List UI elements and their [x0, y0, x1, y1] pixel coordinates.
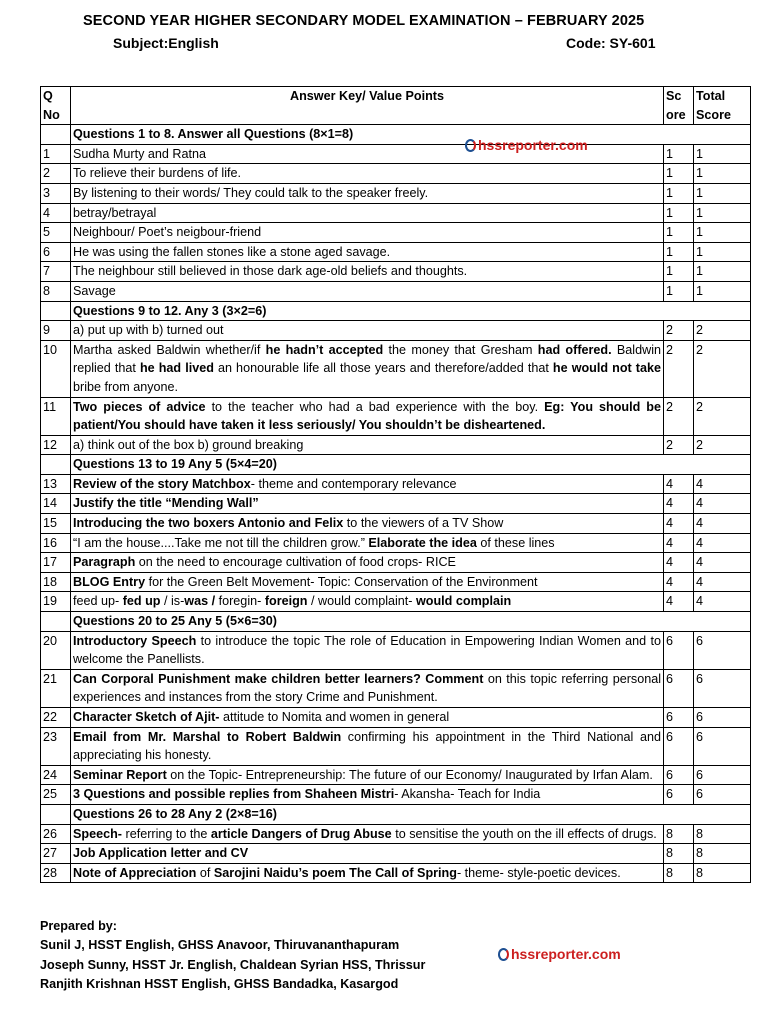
- answer-bold-text: Character Sketch of Ajit-: [73, 710, 220, 724]
- section-qno-cell: [41, 125, 71, 145]
- total-score-cell: 2: [694, 321, 751, 341]
- logo-text: hssreporter.com: [511, 946, 621, 962]
- total-score-cell: 1: [694, 144, 751, 164]
- answer-bold-text: he hadn’t accepted: [265, 342, 384, 357]
- site-logo: [465, 137, 588, 153]
- answer-text: attitude to Nomita and women in general: [219, 710, 450, 724]
- table-row: [41, 242, 751, 262]
- exam-title: SECOND YEAR HIGHER SECONDARY MODEL EXAMINATION – FEBRUARY 2025: [83, 13, 645, 29]
- total-score-cell: 1: [694, 281, 751, 301]
- answer-text: a) think out of the box b) ground breaking: [73, 437, 304, 452]
- answer-bold-text: Can Corporal Punishment make children better learners? Comment: [73, 671, 484, 686]
- score-cell: 6: [664, 669, 694, 707]
- score-cell: 6: [664, 631, 694, 669]
- answer-cell: [71, 203, 664, 223]
- total-score-cell: 4: [694, 572, 751, 592]
- total-score-cell: 1: [694, 183, 751, 203]
- total-score-cell: 2: [694, 397, 751, 435]
- answer-bold-text: Introducing the two boxers Antonio and Felix: [73, 516, 344, 531]
- score-cell: 6: [664, 708, 694, 728]
- question-number: 27: [41, 844, 71, 864]
- question-number: 6: [41, 242, 71, 262]
- answer-text: of these lines: [476, 535, 555, 550]
- total-score-cell: 4: [694, 592, 751, 612]
- score-cell: 4: [664, 474, 694, 494]
- question-number: 23: [41, 727, 71, 765]
- section-header-row: [41, 612, 751, 632]
- score-cell: 4: [664, 533, 694, 553]
- score-cell: 4: [664, 553, 694, 573]
- answer-bold-text: Sarojini Naidu’s poem The Call of Spring: [213, 865, 457, 880]
- answer-text: a) put up with b) turned out: [73, 323, 224, 338]
- section-qno-cell: [41, 804, 71, 824]
- answer-cell: [71, 727, 664, 765]
- section-title: Questions 1 to 8. Answer all Questions (8×1=8): [71, 125, 751, 145]
- question-number: 17: [41, 553, 71, 573]
- answer-text: He was using the fallen stones like a stone aged savage.: [73, 244, 391, 259]
- answer-text: Neighbour/ Poet’s neigbour-friend: [73, 225, 262, 240]
- question-number: 4: [41, 203, 71, 223]
- answer-key-table: [40, 86, 751, 883]
- section-qno-cell: [41, 612, 71, 632]
- answer-bold-text: Eg: You should be patient/You should have taken it less seriously/ You shouldn’t be disheartened.: [73, 399, 661, 433]
- answer-text: - Akansha- Teach for India: [394, 787, 541, 802]
- score-cell: 8: [664, 824, 694, 844]
- score-cell: 1: [664, 203, 694, 223]
- score-cell: 1: [664, 144, 694, 164]
- answer-text: betray/betrayal: [73, 205, 157, 220]
- score-cell: 4: [664, 514, 694, 534]
- site-logo-footer: [498, 946, 621, 962]
- question-number: 21: [41, 669, 71, 707]
- answer-cell: [71, 242, 664, 262]
- answer-text: an honourable life all those years and therefore/added that: [213, 361, 553, 376]
- answer-text: on the need to encourage cultivation of food crops- RICE: [135, 555, 456, 570]
- score-cell: 8: [664, 844, 694, 864]
- answer-cell: [71, 631, 664, 669]
- answer-cell: [71, 592, 664, 612]
- answer-text: By listening to their words/ They could talk to the speaker freely.: [73, 185, 429, 200]
- table-row: [41, 727, 751, 765]
- answer-text: to introduce the topic The role of Education in Empowering Indian Women and to welcome the Panellists.: [73, 633, 661, 667]
- answer-bold-text: would complain: [416, 594, 512, 609]
- question-number: 11: [41, 397, 71, 435]
- answer-text: to the viewers of a TV Show: [343, 516, 504, 531]
- answer-cell: [71, 435, 664, 455]
- section-header-row: [41, 804, 751, 824]
- score-cell: 1: [664, 281, 694, 301]
- answer-text: on this topic referring personal experiences and instances from the story Crime and Punishment.: [73, 671, 662, 705]
- table-row: [41, 321, 751, 341]
- answer-text: the money that Gresham: [383, 342, 538, 357]
- table-row: [41, 708, 751, 728]
- question-number: 10: [41, 340, 71, 397]
- table-row: [41, 474, 751, 494]
- question-number: 26: [41, 824, 71, 844]
- total-score-cell: 8: [694, 844, 751, 864]
- total-score-cell: 1: [694, 242, 751, 262]
- total-score-cell: 6: [694, 669, 751, 707]
- answer-cell: [71, 572, 664, 592]
- answer-cell: [71, 785, 664, 805]
- answer-text: for the Green Belt Movement- Topic: Conservation of the Environment: [145, 574, 538, 589]
- score-cell: 2: [664, 397, 694, 435]
- table-row: [41, 164, 751, 184]
- section-header-row: [41, 301, 751, 321]
- answer-bold-text: Paragraph: [73, 555, 136, 570]
- answer-text: Martha asked Baldwin whether/if: [73, 342, 266, 357]
- answer-text: To relieve their burdens of life.: [73, 166, 242, 181]
- score-cell: 6: [664, 727, 694, 765]
- answer-cell: [71, 494, 664, 514]
- question-number: 25: [41, 785, 71, 805]
- answer-text: - theme- style-poetic devices.: [456, 865, 621, 880]
- answer-text: bribe from anyone.: [73, 379, 179, 394]
- question-number: 18: [41, 572, 71, 592]
- total-score-cell: 6: [694, 785, 751, 805]
- answer-text: confirming his appointment in the Third National and appreciating his honesty.: [73, 729, 661, 763]
- question-number: 15: [41, 514, 71, 534]
- total-score-cell: 6: [694, 708, 751, 728]
- table-row: [41, 183, 751, 203]
- total-score-cell: 6: [694, 727, 751, 765]
- table-row: [41, 824, 751, 844]
- answer-text: / is-: [160, 594, 185, 609]
- total-score-cell: 1: [694, 223, 751, 243]
- answer-cell: [71, 183, 664, 203]
- table-row: [41, 223, 751, 243]
- question-number: 2: [41, 164, 71, 184]
- table-row: [41, 262, 751, 282]
- total-score-cell: 8: [694, 863, 751, 883]
- answer-text: Savage: [73, 283, 116, 298]
- answer-text: Baldwin replied that: [73, 342, 662, 376]
- score-cell: 1: [664, 164, 694, 184]
- table-row: [41, 514, 751, 534]
- answer-cell: [71, 708, 664, 728]
- answer-text: Sudha Murty and Ratna: [73, 146, 207, 161]
- table-row: [41, 572, 751, 592]
- answer-bold-text: BLOG Entry: [73, 574, 146, 589]
- score-cell: 6: [664, 785, 694, 805]
- header-score: Sc ore: [664, 87, 694, 125]
- answer-text: to sensitise the youth on the ill effects of drugs.: [391, 826, 657, 841]
- answer-bold-text: Job Application letter and CV: [73, 846, 249, 861]
- answer-bold-text: had offered.: [537, 342, 612, 357]
- question-number: 8: [41, 281, 71, 301]
- score-cell: 1: [664, 262, 694, 282]
- answer-bold-text: article Dangers of Drug Abuse: [210, 826, 392, 841]
- answer-bold-text: Review of the story Matchbox: [73, 476, 251, 491]
- answer-cell: [71, 533, 664, 553]
- prepared-by-label: Prepared by:: [40, 919, 117, 933]
- score-cell: 6: [664, 765, 694, 785]
- answer-bold-text: Justify the title “Mending Wall”: [73, 496, 259, 511]
- score-cell: 1: [664, 183, 694, 203]
- section-title: Questions 26 to 28 Any 2 (2×8=16): [71, 804, 751, 824]
- table-row: [41, 863, 751, 883]
- header-total-score: Total Score: [694, 87, 751, 125]
- logo-icon: [498, 948, 509, 961]
- table-row: [41, 553, 751, 573]
- question-number: 22: [41, 708, 71, 728]
- answer-bold-text: fed up: [122, 594, 161, 609]
- total-score-cell: 4: [694, 474, 751, 494]
- answer-text: foregin-: [215, 594, 265, 609]
- total-score-cell: 2: [694, 340, 751, 397]
- answer-text: on the Topic- Entrepreneurship: The future of our Economy/ Inaugurated by Irfan Alam.: [166, 767, 653, 782]
- answer-cell: [71, 223, 664, 243]
- logo-text: hssreporter.com: [478, 137, 588, 153]
- answer-bold-text: he would not take: [552, 361, 661, 376]
- answer-bold-text: Two pieces of advice: [73, 399, 206, 414]
- table-row: [41, 844, 751, 864]
- answer-text: / would complaint-: [307, 594, 416, 609]
- header-answer: Answer Key/ Value Points: [71, 87, 664, 125]
- question-number: 13: [41, 474, 71, 494]
- logo-icon: [465, 139, 476, 152]
- answer-cell: [71, 514, 664, 534]
- question-number: 3: [41, 183, 71, 203]
- answer-bold-text: Note of Appreciation: [73, 865, 197, 880]
- table-header-row: [41, 87, 751, 125]
- answer-cell: [71, 863, 664, 883]
- table-row: [41, 533, 751, 553]
- answer-text: feed up-: [73, 594, 123, 609]
- section-title: Questions 13 to 19 Any 5 (5×4=20): [71, 455, 751, 475]
- section-qno-cell: [41, 455, 71, 475]
- total-score-cell: 1: [694, 164, 751, 184]
- table-row: [41, 144, 751, 164]
- table-row: [41, 281, 751, 301]
- score-cell: 2: [664, 321, 694, 341]
- score-cell: 1: [664, 242, 694, 262]
- answer-bold-text: was /: [184, 594, 216, 609]
- answer-text: to the teacher who had a bad experience with the boy.: [205, 399, 545, 414]
- section-title: Questions 9 to 12. Any 3 (3×2=6): [71, 301, 751, 321]
- score-cell: 2: [664, 435, 694, 455]
- answer-text: referring to the: [122, 826, 211, 841]
- table-row: [41, 592, 751, 612]
- score-cell: 8: [664, 863, 694, 883]
- question-number: 9: [41, 321, 71, 341]
- answer-cell: [71, 844, 664, 864]
- preparer-line: Ranjith Krishnan HSST English, GHSS Bandadka, Kasargod: [40, 977, 399, 992]
- table-row: [41, 494, 751, 514]
- table-row: [41, 669, 751, 707]
- total-score-cell: 1: [694, 262, 751, 282]
- answer-cell: [71, 474, 664, 494]
- total-score-cell: 6: [694, 631, 751, 669]
- score-cell: 4: [664, 572, 694, 592]
- table-row: [41, 203, 751, 223]
- answer-cell: [71, 553, 664, 573]
- table-row: [41, 785, 751, 805]
- answer-cell: [71, 669, 664, 707]
- question-number: 14: [41, 494, 71, 514]
- table-row: [41, 397, 751, 435]
- section-header-row: [41, 455, 751, 475]
- total-score-cell: 6: [694, 765, 751, 785]
- table-row: [41, 631, 751, 669]
- table-row: [41, 340, 751, 397]
- question-number: 19: [41, 592, 71, 612]
- answer-bold-text: Seminar Report: [73, 767, 167, 782]
- answer-text: “I am the house....Take me not till the children grow.”: [73, 535, 369, 550]
- score-cell: 4: [664, 592, 694, 612]
- answer-bold-text: Introductory Speech: [73, 633, 197, 648]
- question-number: 5: [41, 223, 71, 243]
- answer-cell: [71, 281, 664, 301]
- score-cell: 4: [664, 494, 694, 514]
- question-number: 12: [41, 435, 71, 455]
- preparer-line: Joseph Sunny, HSST Jr. English, Chaldean Syrian HSS, Thrissur: [40, 957, 426, 972]
- prepared-by-block: [40, 917, 425, 995]
- answer-text: - theme and contemporary relevance: [250, 476, 457, 491]
- section-qno-cell: [41, 301, 71, 321]
- section-title: Questions 20 to 25 Any 5 (5×6=30): [71, 612, 751, 632]
- total-score-cell: 4: [694, 514, 751, 534]
- table-row: [41, 765, 751, 785]
- header-qno: Q No: [41, 87, 71, 125]
- preparer-line: Sunil J, HSST English, GHSS Anavoor, Thiruvananthapuram: [40, 938, 400, 953]
- answer-bold-text: Elaborate the idea: [368, 535, 477, 550]
- answer-text: of: [196, 865, 214, 880]
- score-cell: 2: [664, 340, 694, 397]
- answer-cell: [71, 397, 664, 435]
- total-score-cell: 8: [694, 824, 751, 844]
- total-score-cell: 4: [694, 533, 751, 553]
- total-score-cell: 2: [694, 435, 751, 455]
- table-row: [41, 435, 751, 455]
- question-number: 1: [41, 144, 71, 164]
- answer-cell: [71, 321, 664, 341]
- answer-text: The neighbour still believed in those dark age-old beliefs and thoughts.: [73, 264, 468, 279]
- answer-cell: [71, 824, 664, 844]
- total-score-cell: 4: [694, 553, 751, 573]
- exam-code: Code: SY-601: [566, 35, 656, 51]
- question-number: 20: [41, 631, 71, 669]
- answer-bold-text: he had lived: [139, 361, 214, 376]
- answer-cell: [71, 164, 664, 184]
- subject-label: Subject:English: [113, 35, 219, 51]
- answer-bold-text: Speech-: [73, 826, 122, 841]
- total-score-cell: 1: [694, 203, 751, 223]
- answer-bold-text: foreign: [264, 594, 308, 609]
- answer-cell: [71, 262, 664, 282]
- question-number: 28: [41, 863, 71, 883]
- question-number: 16: [41, 533, 71, 553]
- answer-bold-text: 3 Questions and possible replies from Shaheen Mistri: [73, 787, 395, 802]
- total-score-cell: 4: [694, 494, 751, 514]
- question-number: 24: [41, 765, 71, 785]
- answer-cell: [71, 340, 664, 397]
- question-number: 7: [41, 262, 71, 282]
- answer-cell: [71, 765, 664, 785]
- answer-bold-text: Email from Mr. Marshal to Robert Baldwin: [73, 729, 342, 744]
- section-header-row: [41, 125, 751, 145]
- score-cell: 1: [664, 223, 694, 243]
